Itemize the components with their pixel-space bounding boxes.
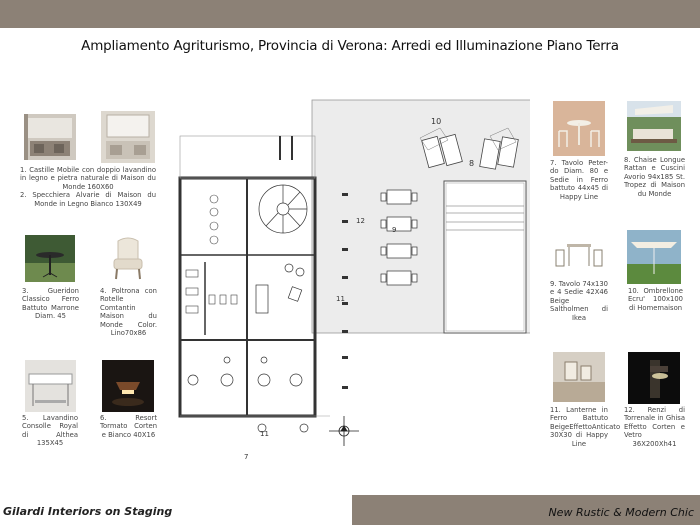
floor-plan xyxy=(170,95,530,470)
sink-photo xyxy=(25,360,76,412)
ikea-table-photo xyxy=(553,230,605,278)
caption-12: 12. Renzi di Torrenale in Ghisa Effetto Corten e Vetro 36X200Xh41 xyxy=(624,406,685,448)
chaise-longue-photo xyxy=(627,101,681,151)
plan-label-9: 9 xyxy=(392,226,397,234)
caption-4: 4. Poltrona con Rotelle Comtantin Maison du Monde Color. Lino70x86 xyxy=(100,287,157,338)
caption-9: 9. Tavolo 74x130 e 4 Sedie 42X46 Beige Saltholmen di Ikea xyxy=(550,280,608,322)
footer-right xyxy=(352,495,700,525)
caption-3: 3. Gueridon Classico Ferro Battuto Marrone Diam. 45 xyxy=(22,287,79,321)
caption-10: 10. Ombrellone Ecru' 100x100 di Homemaison xyxy=(628,287,683,312)
plan-label-11: 11 xyxy=(336,295,345,303)
bathroom-vanity-photo xyxy=(24,114,76,160)
plan-label-7: 7 xyxy=(244,453,249,461)
footer-left xyxy=(0,497,352,525)
footer-brand: Gilardi Interiors on Staging xyxy=(3,505,173,518)
plan-label-10: 10 xyxy=(431,117,442,126)
caption-8: 8. Chaise Longue Rattan e Cuscini Avorio 94x185 St. Tropez di Maison du Monde xyxy=(624,156,685,198)
mirror-photo xyxy=(101,111,155,163)
lamp-photo xyxy=(102,360,154,412)
board-title: Ampliamento Agriturismo, Provincia di Verona: Arredi ed Illuminazione Piano Terra xyxy=(81,38,619,54)
caption-7: 7. Tavolo Peter-do Diam. 80 e Sedie in Ferro battuto 44x45 di Happy Line xyxy=(550,159,608,201)
bollard-photo xyxy=(628,352,680,404)
top-bar xyxy=(0,0,700,28)
caption-5: 5. Lavandino Consolle Royal di Althea 135X45 xyxy=(22,414,78,448)
plan-label-8: 8 xyxy=(469,159,475,168)
plan-label-11b: 11 xyxy=(260,430,269,438)
spiral-stair xyxy=(259,185,307,233)
north-compass xyxy=(329,416,359,446)
caption-1-2: 1. Castille Mobile con doppio lavandino in legno e pietra naturale di Maison du Monde 160X60 2. Specchiera Alvarie di Maison du Monde in Legno Bianco 130X49 xyxy=(20,166,156,208)
umbrella-photo xyxy=(627,230,681,284)
plan-label-12: 12 xyxy=(356,217,365,225)
pool xyxy=(444,181,526,333)
caption-6: 6. Resort Tormato Corten e Bianco 40X16 xyxy=(100,414,157,439)
gueridon-photo xyxy=(25,235,75,282)
armchair-photo xyxy=(104,233,152,283)
bistro-table-photo xyxy=(553,101,605,156)
bathroom-fixtures xyxy=(186,195,237,313)
footer-tagline: New Rustic & Modern Chic xyxy=(548,506,694,519)
lantern-photo xyxy=(553,352,605,402)
caption-11: 11. Lanterne in Ferro Battuto BeigeEffettoAnticato 30X30 di Happy Line xyxy=(550,406,621,448)
